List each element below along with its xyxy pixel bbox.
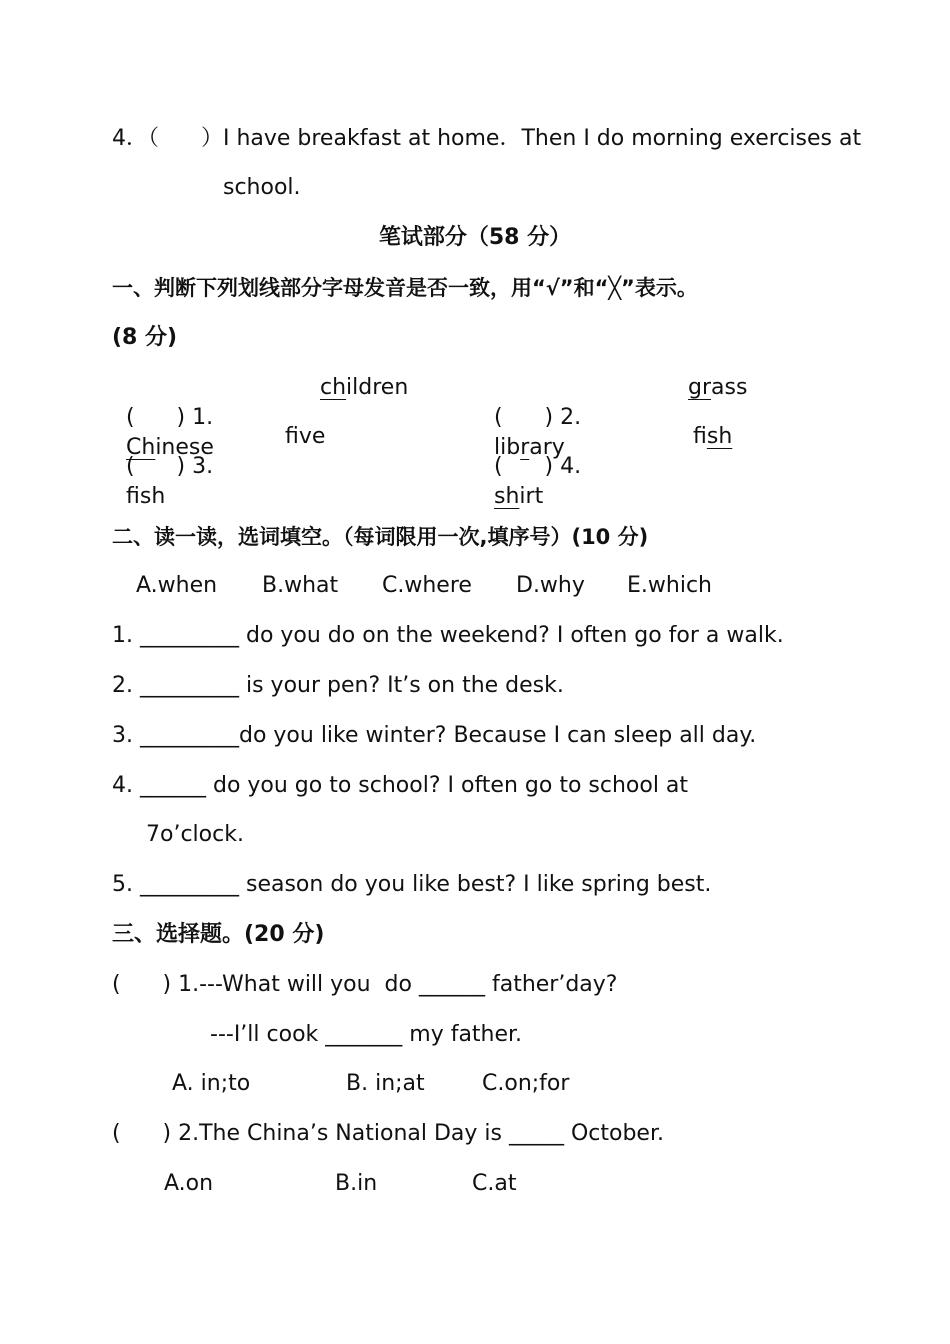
part2-question-2[interactable]: 2. _________ is your pen? It’s on the desk. xyxy=(112,673,564,698)
part2-heading: 二、读一读，选词填空。（每词限用一次,填序号）(10 分) xyxy=(112,525,649,549)
written-section-title: 笔试部分（58 分） xyxy=(378,225,572,250)
listening-q4-line1: 4．（ ）I have breakfast at home．Then I do morning exercises at xyxy=(112,126,862,151)
part2-question-5[interactable]: 5. _________ season do you like best? I like spring best. xyxy=(112,872,712,897)
option-c: C.where xyxy=(382,573,472,598)
part3-q1-option-c: C.on;for xyxy=(482,1071,570,1096)
option-b: B.what xyxy=(262,573,339,598)
part2-question-4-cont: 7o’clock. xyxy=(146,822,244,847)
part3-q2-option-a: A.on xyxy=(164,1171,214,1196)
part2-question-1[interactable]: 1. _________ do you do on the weekend? I often go for a walk. xyxy=(112,623,784,648)
part3-q1-line2: ---I’ll cook _______ my father. xyxy=(210,1022,523,1047)
listening-q4-line2: school. xyxy=(223,175,301,200)
part1-points: (8 分) xyxy=(112,325,178,350)
word-fish: fish xyxy=(693,424,733,449)
word-chinese: Chinese xyxy=(126,435,214,460)
part2-question-4[interactable]: 4. ______ do you go to school? I often go to school at xyxy=(112,773,689,798)
word-grass: grass xyxy=(688,375,748,400)
option-e: E.which xyxy=(627,573,712,598)
answer-bracket[interactable]: ( ) 1. xyxy=(126,405,214,430)
part1-heading: 一、判断下列划线部分字母发音是否一致，用“√”和“╳”表示。 xyxy=(112,276,698,300)
option-d: D.why xyxy=(516,573,585,598)
word-shirt: shirt xyxy=(494,484,544,509)
part3-q1-option-b: B. in;at xyxy=(346,1071,425,1096)
word-five: fve xyxy=(285,424,326,449)
part3-q1-line1[interactable]: ( ) 1.---What will you do ______ father’day? xyxy=(112,972,618,997)
answer-bracket[interactable]: ( ) 4. xyxy=(494,454,582,479)
answer-bracket[interactable]: ( ) 2. xyxy=(494,405,582,430)
word-fish: fsh xyxy=(126,484,166,509)
part1-item-4 xyxy=(480,422,581,512)
part3-q2-option-b: B.in xyxy=(335,1171,378,1196)
word-children: children xyxy=(320,375,409,400)
part3-heading: 三、选择题。(20 分) xyxy=(112,922,325,947)
answer-bracket[interactable]: ( ) 3. xyxy=(126,454,214,479)
part3-q1-option-a: A. in;to xyxy=(172,1071,251,1096)
part2-question-3[interactable]: 3. _________do you like winter? Because I can sleep all day. xyxy=(112,723,757,748)
option-a: A.when xyxy=(136,573,218,598)
part1-item-3 xyxy=(112,422,213,512)
part3-q2-line1[interactable]: ( ) 2.The China’s National Day is _____ October. xyxy=(112,1121,664,1146)
word-library: library xyxy=(494,435,565,460)
part3-q2-option-c: C.at xyxy=(472,1171,517,1196)
